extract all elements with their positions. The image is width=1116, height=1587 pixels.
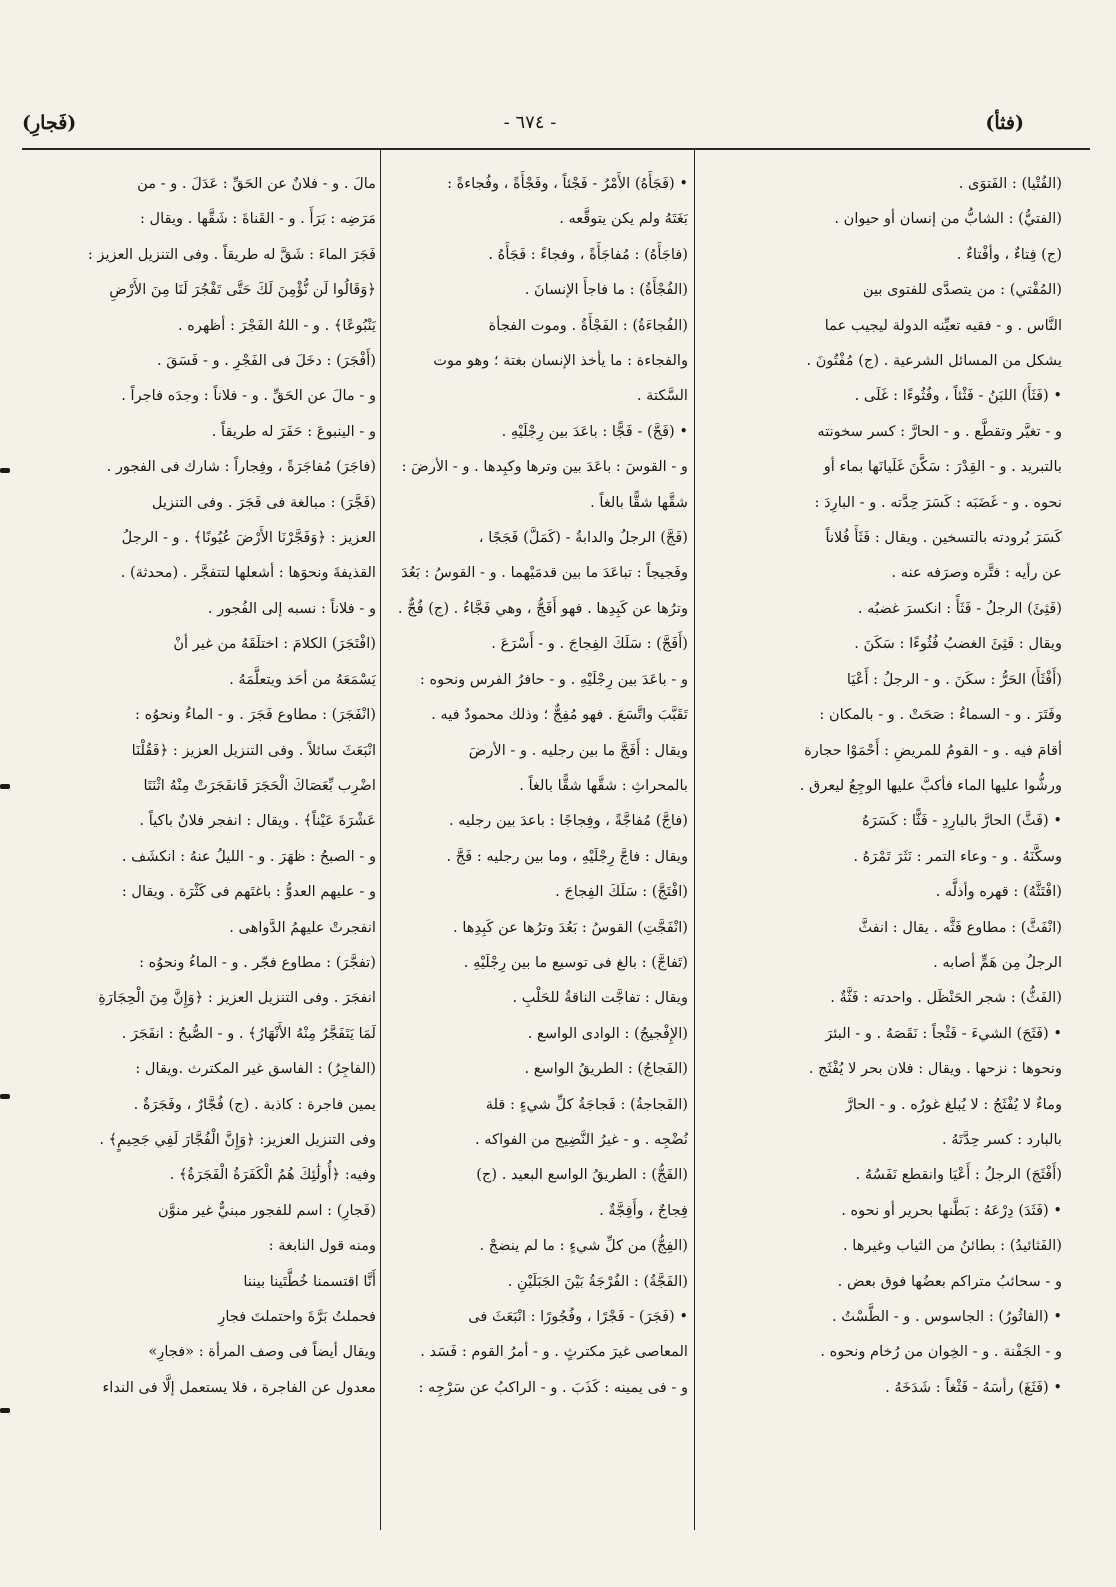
entry-line: (انْفَجَّتِ) القوسُ : بَعُدَ وترُها عن كَبِدِها .: [453, 918, 688, 936]
entry-line: فِجاجٌ ، وأَفِجَّةٌ .: [599, 1201, 688, 1219]
scan-edge-mark: [0, 784, 10, 789]
entry-line: بالبارد : كسر حِدَّتَهُ .: [941, 1130, 1062, 1148]
entry-line: تَقَبَّبَ واتَّسَعَ . فهو مُفِجٌّ ؛ وذلك محمودٌ فيه .: [431, 706, 688, 724]
entry-line: مالَ . و - فلانٌ عن الحَقِّ : عَدَلَ . و - من: [137, 175, 376, 192]
column-middle: [386, 166, 688, 1405]
entry-line: (انْفَجَرَ) : مطاوع فَجَرَ . و - الماءُ ونحوُه :: [135, 706, 376, 724]
entry-line: (فَثِئَ) الرجلُ - فَثَأً : انكسرَ غضبُه .: [857, 599, 1062, 617]
entry-line: و - فلاناً : نسبه إلى الفُجور .: [207, 599, 376, 617]
entry-line: معدول عن الفاجرة ، فلا يستعمل إلَّا فى النداء: [102, 1378, 376, 1396]
entry-line: (الفُجاءَةُ) : الفَجْأَةُ . وموت الفجأة: [488, 316, 688, 334]
entry-line: • (فَجَرَ) - فَجْرًا ، وفُجُورًا : انْبَعَثَ فى: [468, 1308, 688, 1325]
entry-line: (فَجَّ) الرجلُ والدابةُ - (كَمَلَّ) فَجَجًا ،: [478, 529, 688, 547]
header-last-entry: (فَجارِ): [22, 112, 77, 134]
entry-line: بالتبريد . و - القِدْرَ : سَكَّنَ غَلَيانَها بماء أو: [823, 458, 1062, 476]
entry-line: (فاجَرَ) مُفاجَرَةً ، وفِجاراً : شارك فى الفجور .: [106, 458, 376, 476]
entry-line: (أَفْثَجَ) الرجلُ : أَعْيَا وانقطع نَفَسُهُ .: [855, 1166, 1062, 1184]
entry-line: كَسَرَ بُرودته بالتسخين . ويقال : فَثَأَ فُلاناً: [825, 529, 1062, 547]
entry-line: انفجرتْ عليهمُ الدَّواهى .: [229, 918, 376, 936]
entry-line: (تفجَّرَ) : مطاوع فجّر . و - الماءُ ونحوُه :: [139, 953, 376, 971]
entry-line: لَمَا يَتَفَجَّرُ مِنْهُ الأَنْهَارُ﴾ . و - الصُّبحُ : انفَجَرَ .: [121, 1024, 376, 1042]
entry-line: أَنَّا اقتسمنا خُطَّتَينا بيننا: [243, 1272, 376, 1290]
entry-line: ورشُّوا عليها الماء فأكبَّ عليها الوجِعُ ليعرق .: [799, 776, 1062, 794]
page-number: - ٦٧٤ -: [503, 112, 557, 133]
entry-line: أقامَ فيه . و - القومُ للمريضِ : أَحْمَوْا حجارة: [804, 741, 1062, 759]
entry-line: نُضْجِه . و - غيرُ النَّضِيج من الفواكه .: [475, 1130, 688, 1148]
entry-line: (أَفْجَرَ) : دخَلَ فى الفَجْرِ . و - فَسَقَ .: [156, 352, 376, 370]
entry-line: فَجَرَ الماءَ : شَقَّ له طريقاً . وفى التنزيل العزيز :: [87, 245, 376, 263]
entry-line: فحملتُ بَرَّةَ واحتملتَ فجارِ: [218, 1308, 376, 1325]
entry-line: و - سحائبُ متراكم بعضُها فوق بعض .: [837, 1272, 1062, 1290]
column-divider-right: [694, 150, 695, 1530]
entry-line: الرجلُ مِن هَمٍّ أصابه .: [933, 953, 1062, 971]
entry-line: (ج) فِتاءٌ ، وأفْتاءٌ .: [956, 245, 1062, 263]
entry-line: يمين فاجرة : كاذبة . (ج) فُجَّارٌ ، وفَجَرَةٌ .: [133, 1095, 376, 1113]
entry-line: (أَفْثَأَ) الحَرُّ : سكَنَ . و - الرجلُ : أَعْيَا: [846, 670, 1062, 688]
entry-line: ويقال : أَفَجَّ ما بين رجليه . و - الأرضَ: [468, 741, 688, 759]
entry-line: (افْتَجَرَ) الكلامَ : اختلَقَهُ من غير أنْ: [173, 635, 376, 653]
column-right: [700, 166, 1062, 1405]
entry-line: وماءٌ لا يُفْثَجُ : لا يُبلغ غورُه . و - الحارَّ: [845, 1095, 1062, 1113]
entry-line: و - باعَدَ بين رِجْلَيْهِ . و - حافرُ الفرس ونحوه :: [419, 670, 688, 688]
entry-line: وفَجيجاً : تباعَدَ ما بين قدمَيْهما . و - القوسُ : بَعُدَ: [401, 564, 688, 582]
entry-line: وفى التنزيل العزيز: ﴿وَإِنَّ الْفُجَّارَ لَفِي جَحِيمٍ﴾ .: [99, 1130, 376, 1148]
entry-line: عَشْرَةَ عَيْناً﴾ . ويقال : انفجر فلانٌ باكياً .: [139, 812, 376, 830]
entry-line: و - القوسَ : باعَدَ بين وترها وكبِدها . و - الأرضَ :: [401, 458, 688, 476]
entry-line: (فاجَّ) مُفاجَّةً ، وفِجاجًا : باعدَ بين رجليه .: [448, 812, 688, 830]
entry-line: • (فَثَدَ) دِرْعَهُ : بَطَّنها بحرير أو نحوه .: [841, 1201, 1062, 1219]
entry-line: اضْرِب بِّعَصَاكَ الْحَجَرَ فَانفَجَرَتْ مِنْهُ اثْنَتَا: [143, 776, 376, 794]
entry-line: يَسْمَعَهُ من أحَد ويتعلَّمَهُ .: [229, 670, 376, 688]
entry-line: بالمحراثِ : شقَّها شقًّا بالغاً .: [519, 776, 688, 794]
entry-line: يشكل من المسائل الشرعية . (ج) مُفْتُونَ .: [806, 352, 1062, 370]
scan-edge-mark: [0, 1408, 10, 1413]
entry-line: (فَجارِ) : اسم للفجور مبنيٌّ غير منوَّن: [157, 1201, 376, 1219]
column-left: [22, 166, 376, 1405]
entry-line: ويقال : فاجَّ رِجْلَيْهِ ، وما بين رجليه : فَجَّ .: [446, 847, 688, 865]
entry-line: شقَّها شقًّا بالغاً .: [590, 493, 688, 511]
entry-line: (فَجَّرَ) : مبالغة فى فَجَرَ . وفى التنزيل: [151, 493, 376, 511]
entry-line: • (فَجَّ) - فَجًّا : باعَدَ بين رِجْلَيْهِ .: [501, 422, 688, 440]
entry-line: ﴿وَقَالُوا لَن نُّؤْمِنَ لَكَ حَتَّى تَفْجُرَ لَنَا مِنَ الأَرْضِ: [109, 281, 376, 299]
entry-line: انْبَعَثَ سائلاً . وفى التنزيل العزيز : ﴿فَقُلْنَا: [131, 741, 376, 759]
entry-line: (الفُجْأَةُ) : ما فاجأَ الإنسانَ .: [524, 281, 688, 299]
entry-line: و - تغيَّر وتقطَّع . و - الحارَّ : كسر سخونته: [817, 422, 1062, 440]
entry-line: (الفَجُّ) : الطريقُ الواسع البعيد . (ج): [476, 1166, 688, 1184]
entry-line: (الفَجَّةُ) : الفُرْجَةُ بَيْنَ الجَبَلَيْنِ .: [507, 1272, 688, 1290]
entry-line: (الفُتْيا) : الفَتوَى .: [958, 175, 1062, 192]
entry-line: ويقال : فَثِئَ الغضبُ فُثُوءًا : سَكَنَ .: [854, 635, 1062, 653]
entry-line: وفَتَرَ . و - السماءُ : صَحَتْ . و - بالمكان :: [819, 706, 1062, 724]
entry-line: ويقال : تفاجَّت الناقةُ للحَلْبِ .: [512, 989, 688, 1007]
entry-line: (افْتَثَّهُ) : قهره وأذلَّه .: [935, 883, 1062, 901]
entry-line: (الفَثائيدُ) : بطائنُ من الثياب وغيرها .: [843, 1237, 1062, 1255]
entry-line: • (فَثَّ) الحارَّ بالبارِدِ - فَثًّا : كَسَرَهُ: [862, 812, 1062, 830]
entry-line: (الإِفْجيجُ) : الوادى الواسع .: [527, 1024, 688, 1042]
entry-line: (الفتيُّ) : الشابُّ من إنسان أو حيوان .: [834, 210, 1062, 228]
entry-line: • (الفاثُورُ) : الجاسوس . و - الطَّسْتُ .: [831, 1308, 1062, 1325]
entry-line: (الفِجُّ) من كلِّ شيءٍ : ما لم ينضجْ .: [479, 1237, 688, 1255]
header-rule: [22, 148, 1090, 150]
entry-line: والفجاءة : ما يأخذ الإنسان بغتة ؛ وهو موت: [433, 352, 688, 370]
entry-line: القذيفةَ ونحوَها : أشعلها لتتفجَّر . (محدثة) .: [120, 564, 376, 582]
entry-line: (المُفْتي) : من يتصدَّى للفتوى بين: [862, 281, 1062, 299]
entry-line: (الفَثُّ) : شجر الحَنْظَل . واحدته : فَثَّةٌ .: [830, 989, 1062, 1007]
entry-line: (تَفاجَّ) : بالغ فى توسيع ما بين رِجْلَيْهِ .: [463, 953, 688, 971]
entry-line: المعاصى غيرَ مكترثٍ . و - أمرُ القوم : فَسَد .: [420, 1343, 688, 1361]
entry-line: (فاجَأَهُ) : مُفاجَأَةً ، وفجاءً : فَجَأَهُ .: [488, 245, 688, 263]
entry-line: (انْفَثَّ) : مطاوع فَثَّه . يقال : انفثَّ: [858, 918, 1062, 936]
entry-line: عن رأيه : فتَّره وصرَفه عنه .: [891, 564, 1062, 582]
entry-line: • (فَجَأَهُ) الأَمْرُ - فَجْئاً ، وفَجْأَةً ، وفُجاءةً :: [447, 175, 688, 192]
entry-line: (الفَجاجةُ) : فَجاجَةُ كلِّ شيءٍ : قلة: [485, 1095, 688, 1113]
entry-line: نحوه . و - غَضَبَه : كَسَرَ حِدَّته . و - البارِدَ :: [814, 493, 1062, 511]
entry-line: و - الصبحُ : ظهَرَ . و - الليلُ عنهُ : انكشَف .: [121, 847, 376, 865]
column-divider-left: [380, 150, 381, 1530]
entry-line: السَّكتة .: [636, 387, 688, 405]
entry-line: يَنْبُوعًا﴾ . و - اللهُ الفَجْرَ : أظهره .: [177, 316, 376, 334]
entry-line: ويقال أيضاً فى وصف المرأة : «فجارِ»: [148, 1343, 376, 1361]
entry-line: • (فَثَجَ) الشيءَ - فَثْجاً : نَقَصَهُ . و - البئرَ: [825, 1024, 1062, 1042]
entry-line: و - فى يمينه : كَذَبَ . و - الراكبُ عن سَرْجِه :: [418, 1378, 688, 1396]
entry-line: • (فَثَغَ) رأسَهُ - فَثْغاً : شَدَخَهُ .: [885, 1378, 1062, 1396]
entry-line: (افْتَجَّ) : سَلَكَ الفِجاجَ .: [555, 883, 688, 901]
entry-line: • (فَثَأَ) اللبَنُ - فَثْئاً ، وفُثُوءًا : غَلَى .: [854, 387, 1062, 405]
entry-line: و - مالَ عن الحَقِّ . و - فلاناً : وجدَه فاجراً .: [121, 387, 376, 405]
entry-line: مَرَضِه : بَرَأَ . و - القَناةَ : شَقَّها . ويقال :: [140, 210, 376, 228]
entry-line: ومنه قول النابغة :: [268, 1237, 376, 1255]
entry-line: و - عليهم العدوُّ : باغتَهم فى كَثْرَة . ويقال :: [121, 883, 376, 901]
entry-line: انفجَرَ . وفى التنزيل العزيز : ﴿وَإِنَّ مِنَ الْحِجَارَةِ: [98, 989, 376, 1007]
entry-line: و - الينبوعَ : حَفَرَ له طريقاً .: [211, 422, 376, 440]
scan-edge-mark: [0, 1094, 10, 1099]
entry-line: وسكَّنَهُ . و - وعاء التمر : نَثَرَ تَمْرَهُ .: [853, 847, 1062, 865]
entry-line: العزيز : ﴿وَفَجَّرْنَا الأَرْضَ عُيُونًا﴾ . و - الرجلُ: [121, 529, 376, 547]
entry-line: النَّاس . و - فقيه تعيِّنه الدولة ليجيب عما: [824, 316, 1062, 334]
header-first-entry: (فثأ): [985, 112, 1024, 134]
entry-line: (الفَجاجُ) : الطريقُ الواسع .: [524, 1060, 688, 1078]
entry-line: وفيه: ﴿أُولَٰئِكَ هُمُ الْكَفَرَةُ الْفَجَرَةُ﴾ .: [169, 1166, 376, 1184]
entry-line: (الفاجِرُ) : الفاسق غير المكترث .ويقال :: [135, 1060, 376, 1078]
entry-line: بَغَتَهُ ولم يكن يتوقَّعه .: [559, 210, 688, 228]
entry-line: (أَفَجَّ) : سَلَكَ الفِجاجَ . و - أَسْرَعَ .: [491, 635, 688, 653]
entry-line: و - الجَفْنة . و - الخِوان من رُخام ونحوه .: [820, 1343, 1062, 1361]
entry-line: وترُها عن كَبِدِها . فهو أَفَجُّ ، وهي فَجَّاءُ . (ج) فُجٌّ .: [397, 599, 688, 617]
scan-edge-mark: [0, 468, 10, 473]
entry-line: ونحوها : نزحها . ويقال : فلان بحر لا يُفْثَج .: [808, 1060, 1062, 1078]
